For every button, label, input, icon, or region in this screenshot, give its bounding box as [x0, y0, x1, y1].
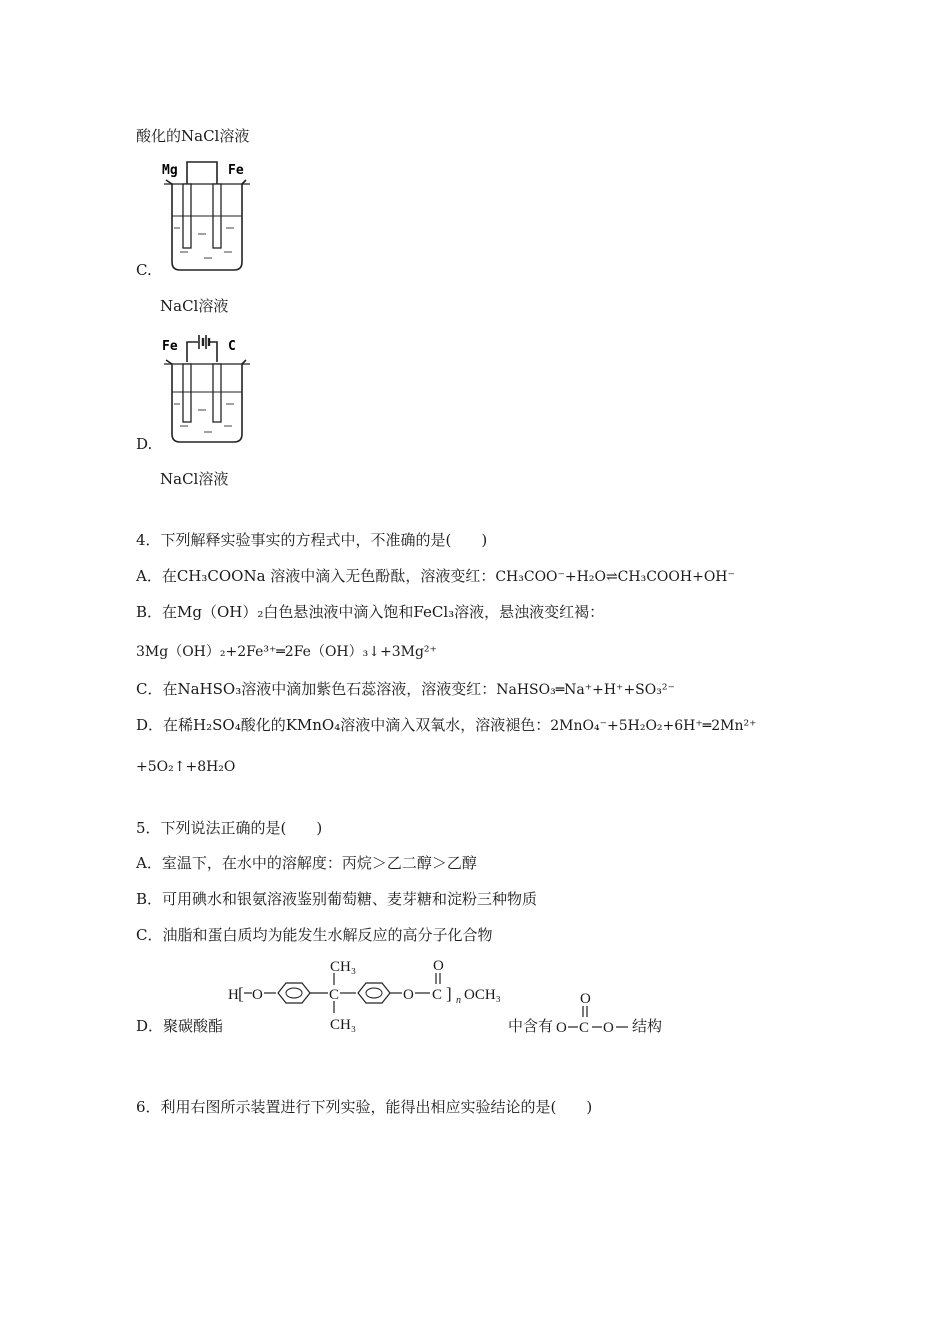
svg-text:[: [: [238, 984, 244, 1003]
q4-stem: 4．下列解释实验事实的方程式中，不准确的是( ): [136, 531, 488, 549]
svg-text:O: O: [433, 958, 444, 974]
q4-option-a: [136, 566, 735, 587]
svg-text:OCH₃: OCH₃: [464, 987, 501, 1003]
q5-option-a: A．室温下，在水中的溶解度：丙烷＞乙二醇＞乙醇: [136, 854, 477, 872]
svg-text:n: n: [456, 995, 461, 1006]
carbonate-group-structure: [556, 990, 638, 1036]
svg-text:O: O: [403, 987, 414, 1003]
q4-option-c: [136, 679, 675, 700]
q4-option-b-equation: 3Mg（OH）₂+2Fe³⁺═2Fe（OH）₃↓+3Mg²⁺: [136, 644, 437, 660]
q5-option-b: B．可用碘水和银氨溶液鉴别葡萄糖、麦芽糖和淀粉三种物质: [136, 890, 538, 908]
q4-option-d-equation: 2MnO₄⁻+5H₂O₂+6H⁺═2Mn²⁺: [550, 718, 757, 734]
q5-stem: 5．下列说法正确的是( ): [136, 819, 323, 837]
svg-text:]: ]: [446, 984, 452, 1003]
q4-option-d-equation-cont: +5O₂↑+8H₂O: [136, 759, 236, 775]
q5-option-d-prefix: D．聚碳酸酯: [136, 1017, 224, 1035]
option-d-electrode-right-label: C: [228, 339, 236, 354]
option-d-caption: NaCl溶液: [160, 470, 229, 488]
option-c-electrode-left-label: Mg: [162, 163, 178, 178]
option-d-electrode-left-label: Fe: [162, 339, 178, 354]
polycarbonate-structure: [226, 955, 516, 1035]
option-c-letter: C.: [136, 261, 152, 279]
option-c-beaker-diagram: [160, 158, 270, 276]
q4-option-d: [136, 715, 756, 736]
option-c-caption: NaCl溶液: [160, 297, 229, 315]
svg-text:C: C: [329, 987, 340, 1003]
q4-option-a-equation: CH₃COO⁻+H₂O⇌CH₃COOH+OH⁻: [495, 569, 735, 585]
svg-text:O: O: [603, 1020, 614, 1036]
option-c-electrode-right-label: Fe: [228, 163, 244, 178]
svg-text:CH₃: CH₃: [330, 1017, 357, 1033]
option-d-letter: D.: [136, 435, 153, 453]
q4-option-c-equation: NaHSO₃═Na⁺+H⁺+SO₃²⁻: [496, 682, 675, 698]
option-d-beaker-diagram: [160, 330, 270, 448]
svg-text:H: H: [228, 987, 239, 1003]
svg-text:O: O: [556, 1020, 567, 1036]
svg-text:O: O: [252, 987, 263, 1003]
svg-text:CH₃: CH₃: [330, 959, 357, 975]
q5-option-d-suffix-a: 中含有: [508, 1017, 554, 1035]
q4-option-b-text: B．在Mg（OH）₂白色悬浊液中滴入饱和FeCl₃溶液，悬浊液变红褐：: [136, 603, 605, 621]
svg-text:C: C: [579, 1020, 590, 1036]
q5-option-c: C．油脂和蛋白质均为能发生水解反应的高分子化合物: [136, 926, 493, 944]
q6-stem: 6．利用右图所示装置进行下列实验，能得出相应实验结论的是( ): [136, 1098, 593, 1116]
q4-option-a-text: A．在CH₃COONa 溶液中滴入无色酚酞，溶液变红：: [136, 567, 496, 585]
option-b-caption: 酸化的NaCl溶液: [136, 127, 250, 145]
svg-text:C: C: [432, 987, 443, 1003]
q4-option-c-text: C．在NaHSO₃溶液中滴加紫色石蕊溶液，溶液变红：: [136, 680, 497, 698]
q5-option-d-suffix-b: 结构: [632, 1017, 663, 1035]
svg-text:O: O: [580, 991, 591, 1007]
q4-option-d-text: D．在稀H₂SO₄酸化的KMnO₄溶液中滴入双氧水，溶液褪色：: [136, 716, 551, 734]
